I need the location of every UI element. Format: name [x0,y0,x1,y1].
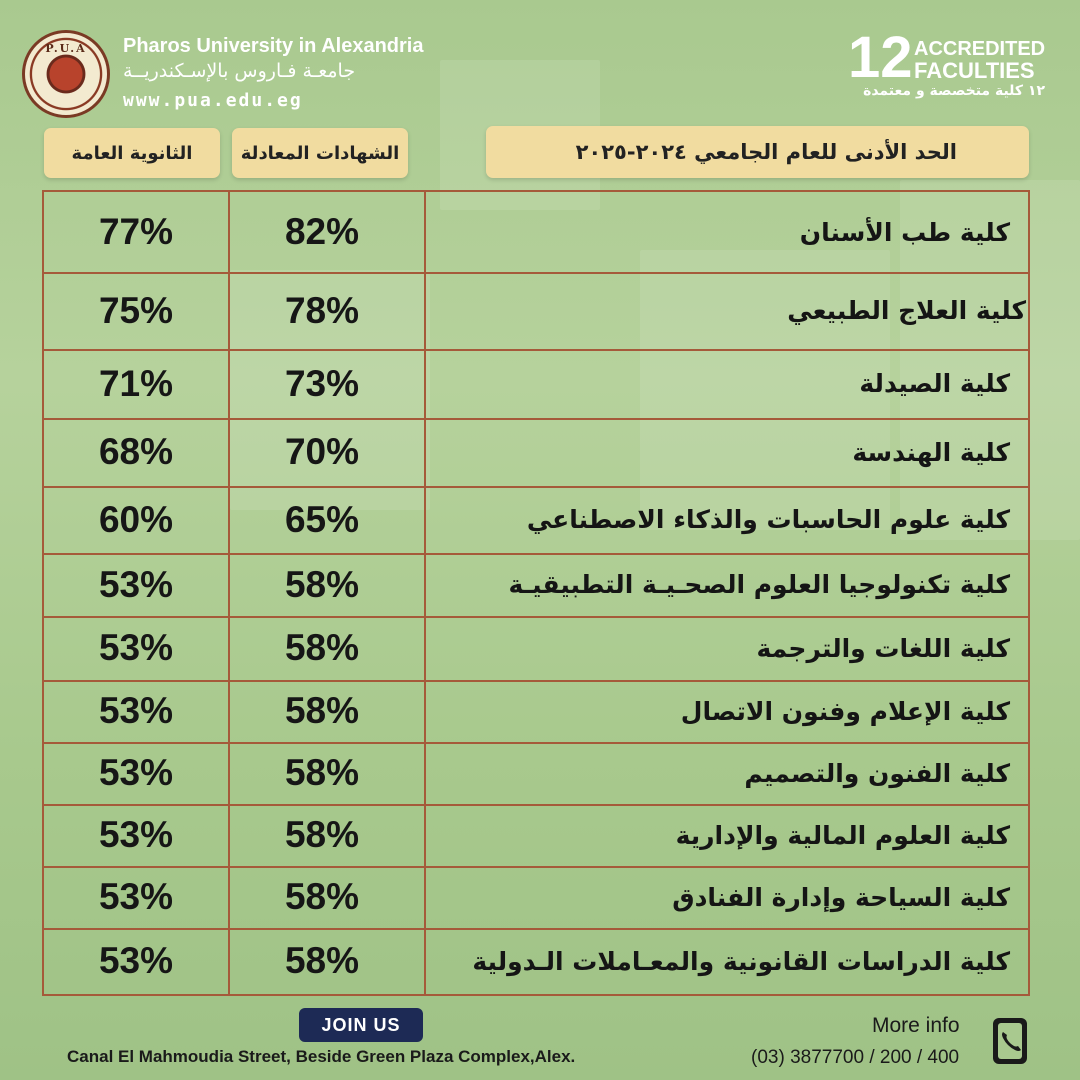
faculty-name: كلية السياحة وإدارة الفنادق [672,882,1010,912]
equivalent-percentage: 70% [284,431,360,472]
equivalent-percentage: 58% [284,752,360,793]
university-name-english: Pharos University in Alexandria [123,35,424,57]
university-logo-icon [22,30,110,118]
faculty-name: كلية تكنولوجيا العلوم الصحـيـة التطبيقيـة [508,570,1010,599]
accredited-label: ACCREDITED [914,38,1046,60]
table-row [44,616,1028,682]
table-title: الحد الأدنى للعام الجامعي ٢٠٢٤-٢٠٢٥ [486,126,1029,178]
table-row [44,680,1028,744]
equivalent-percentage: 58% [284,814,360,855]
more-info-label: More info [872,1014,960,1037]
equivalent-percentage: 65% [284,498,360,540]
table-row [44,553,1028,618]
join-us-button[interactable]: JOIN US [299,1008,423,1042]
phone-numbers[interactable]: (03) 3877700 / 200 / 400 [751,1047,960,1068]
address-text: Canal El Mahmoudia Street, Beside Green Plaza Complex,Alex. [67,1047,576,1066]
table-row [44,866,1028,930]
secondary-percentage: 71% [98,362,174,404]
equivalent-percentage: 58% [284,940,360,981]
equivalent-percentage: 58% [284,627,360,668]
secondary-percentage: 53% [98,690,174,731]
faculty-name: كلية العلاج الطبيعي [787,296,1026,325]
secondary-percentage: 53% [98,814,174,855]
faculty-name: كلية الدراسات القانونية والمعـاملات الـدولية [472,946,1010,976]
faculty-name: كلية علوم الحاسبات والذكاء الاصطناعي [526,505,1010,534]
faculty-name: كلية طب الأسنان [799,217,1010,247]
secondary-percentage: 53% [98,940,174,981]
table-row [44,928,1028,994]
phone-icon [990,1016,1030,1066]
faculties-label: FACULTIES [914,58,1035,83]
secondary-percentage: 53% [98,563,174,605]
equivalent-percentage: 73% [284,362,360,404]
table-row [44,349,1028,420]
secondary-percentage: 53% [98,752,174,793]
university-name-arabic: جامعـة فـاروس بالإسـكندريــة [123,60,356,82]
table-row [44,192,1028,274]
table-row [44,804,1028,868]
table-row [44,742,1028,806]
accredited-count: 12 [848,25,913,90]
equivalent-percentage: 58% [284,690,360,731]
logo-text: P.U.A [45,42,87,55]
table-row [44,418,1028,488]
faculty-name: كلية اللغات والترجمة [756,633,1010,663]
equivalent-percentage: 78% [284,289,360,331]
accredited-arabic-label: ١٢ كلية متخصصة و معتمدة [863,83,1045,99]
faculty-name: كلية الهندسة [852,437,1010,467]
table-row [44,486,1028,555]
secondary-percentage: 53% [98,627,174,668]
table-row [44,272,1028,351]
university-website-link[interactable]: www.pua.edu.eg [123,90,303,111]
secondary-percentage: 60% [98,498,174,540]
faculty-name: كلية الصيدلة [859,369,1010,398]
equivalent-percentage: 58% [284,876,360,917]
equivalent-percentage: 82% [284,211,360,252]
admission-table [42,190,1030,996]
column-header-secondary: الثانوية العامة [44,128,220,178]
secondary-percentage: 75% [98,289,174,331]
faculty-name: كلية العلوم المالية والإدارية [675,820,1010,850]
column-header-equivalent: الشهادات المعادلة [232,128,408,178]
equivalent-percentage: 58% [284,563,360,605]
secondary-percentage: 53% [98,876,174,917]
secondary-percentage: 68% [98,431,174,472]
secondary-percentage: 77% [98,211,174,252]
faculty-name: كلية الإعلام وفنون الاتصال [680,696,1010,726]
faculty-name: كلية الفنون والتصميم [744,758,1010,788]
